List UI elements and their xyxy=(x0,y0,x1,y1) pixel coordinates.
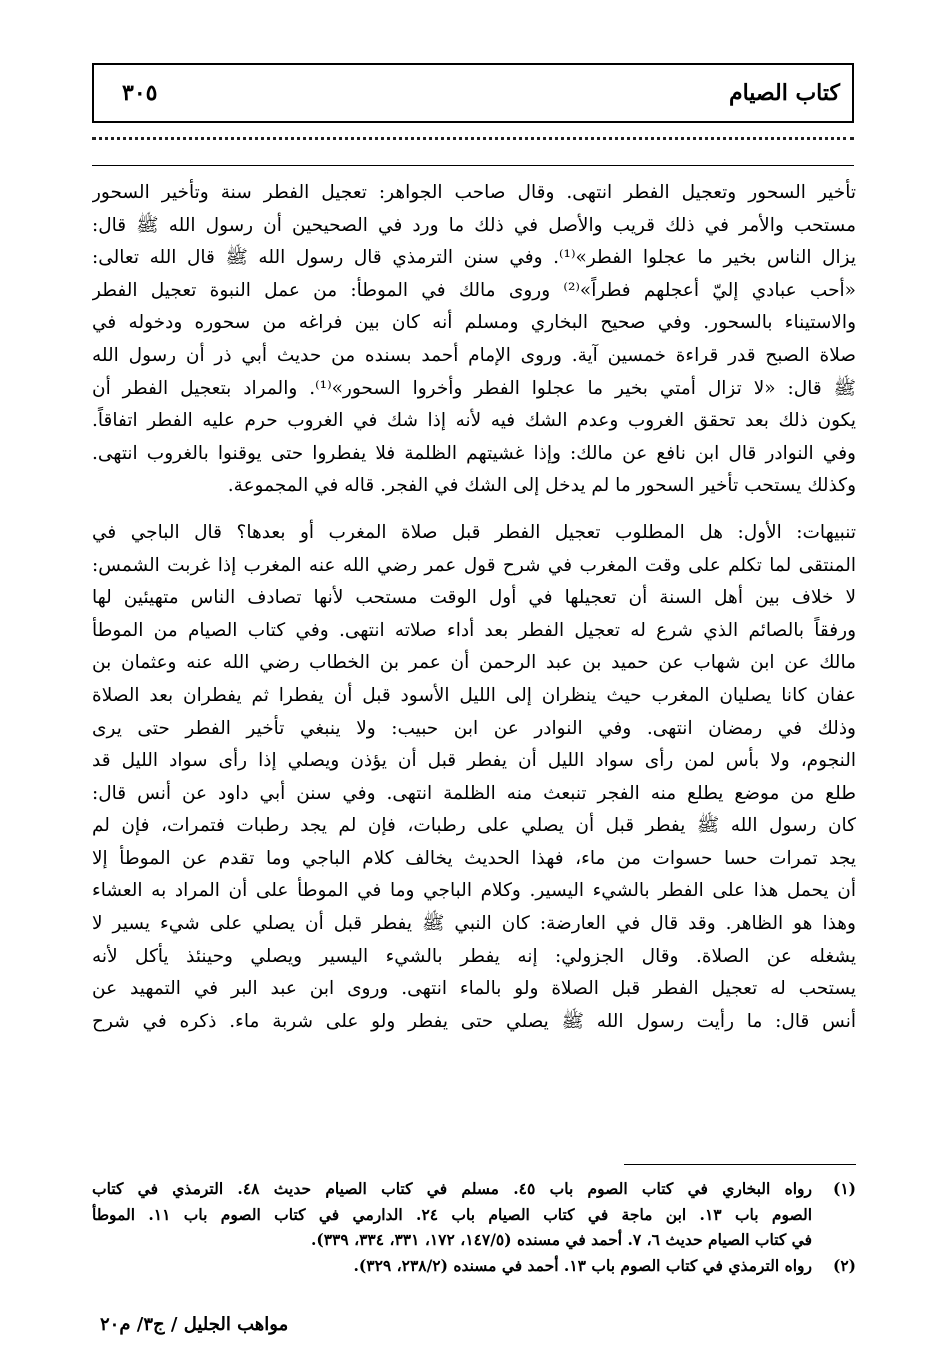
signature-mark: مواهب الجليل / ج٣/ م٢٠ xyxy=(100,1314,289,1335)
footnote-rule xyxy=(624,1164,856,1165)
footnote-line: رواه الترمذي في كتاب الصوم باب ١٣. أحمد في مسنده (٢٣٨/٢، ٣٢٩). xyxy=(353,1255,812,1275)
text-line: مالك عن ابن شهاب عن حميد بن عبد الرحمن أن عمر بن الخطاب رضي الله عنه وعثمان بن xyxy=(92,652,856,674)
text-line: لا خلاف بين أهل السنة أن تعجيلها في أول الوقت مستحب لأنها تصادف الناس متهيئين لها xyxy=(92,587,856,609)
text-line: وهذا هو الظاهر. وقد قال في العارضة: كان النبي ﷺ يفطر قبل أن يصلي على شيء يسير لا xyxy=(92,913,856,935)
footnote-line: في كتاب الصيام حديث ٦، ٧. أحمد في مسنده (١٤٧/٥، ١٧٢، ٣٣١، ٣٣٤، ٣٣٩). xyxy=(310,1230,812,1249)
text-line: النجوم، ولا بأس لمن رأى سواد الليل أن يفطر قبل أن يؤذن ويصلي إذا رأى سواد الليل قد xyxy=(92,750,856,772)
text-line: يشغله عن الصلاة. وقال الجزولي: إنه يفطر بالشيء اليسير ويصلي وحينئذ يأكل لأنه xyxy=(92,945,856,967)
footnote-line: رواه البخاري في كتاب الصوم باب ٤٥. مسلم في كتاب الصيام حديث ٤٨. الترمذي في كتاب xyxy=(92,1179,812,1198)
text-line: مستحب والأمر في ذلك قريب والأصل في ذلك ما ورد في الصحيحين أن رسول الله ﷺ قال: xyxy=(92,214,856,236)
paragraph-gap xyxy=(92,503,856,517)
text-line: عفان كانا يصليان المغرب حيث ينظران إلى الليل الأسود قبل أن يفطرا ثم يفطران بعد الصلاة xyxy=(92,684,856,706)
chapter-title: كتاب الصيام xyxy=(728,80,840,106)
text-line: والاستيناء بالسحور. وفي صحيح البخاري ومسلم أنه كان بين فراغه من سحوره ودخوله في xyxy=(92,312,856,334)
text-line: تنبيهات: الأول: هل المطلوب تعجيل الفطر قبل صلاة المغرب أو بعدها؟ قال الباجي في xyxy=(92,521,856,543)
running-header xyxy=(92,63,854,123)
text-line: يزال الناس بخير ما عجلوا الفطر»⁽¹⁾. وفي سنن الترمذي قال رسول الله ﷺ قال الله تعالى: xyxy=(92,247,856,269)
text-line: أنس قال: ما رأيت رسول الله ﷺ يصلي حتى يفطر ولو على شربة ماء. ذكره في شرح xyxy=(92,1010,856,1032)
text-line: ﷺ قال: «لا تزال أمتي بخير ما عجلوا الفطر وأخروا السحور»⁽¹⁾. والمراد بتعجيل الفطر أن xyxy=(92,377,856,399)
text-line: المنتقى لما تكلم على وقت المغرب في شرح قول عمر رضي الله عنه المغرب إذا غربت الشمس: xyxy=(92,554,856,576)
text-line: طلع من موضع يطلع منه الفجر تنبعث منه الظلمة انتهى. وفي سنن أبي داود عن أنس قال: xyxy=(92,782,856,804)
text-line: كان رسول الله ﷺ يفطر قبل أن يصلي على رطبات، فإن لم يجد رطبات فتمرات، فإن لم xyxy=(92,815,856,837)
text-line: يجد تمرات حسا حسوات من ماء، فهذا الحديث يخالف كلام الباجي وما تقدم عن الموطأ إلا xyxy=(92,847,856,869)
page-number: ٣٠٥ xyxy=(122,80,158,106)
footnote-2 xyxy=(92,1253,856,1279)
text-line: أن يحمل هذا على الفطر بالشيء اليسير. وكلام الباجي وما في الموطأ على أن المراد به العشاء xyxy=(92,880,856,902)
text-line: يستحب له تعجيل الفطر قبل الصلاة ولو بالماء انتهى. وروى ابن عبد البر في التمهيد عن xyxy=(92,978,856,1000)
text-line: وفي النوادر قال ابن نافع عن مالك: وإذا غشيتهم الظلمة فلا يفطروا حتى يوقنوا بالغروب انتهى. xyxy=(92,442,856,464)
footnote-1 xyxy=(92,1176,856,1253)
text-line: صلاة الصبح قدر قراءة خمسين آية. وروى الإمام أحمد بسنده من حديث أبي ذر أن رسول الله xyxy=(92,344,856,366)
text-line: «أحب عبادي إليّ أعجلهم فطراً»⁽²⁾ وروى مالك في الموطأ: من عمل النبوة تعجيل الفطر xyxy=(92,279,856,301)
text-line: يكون ذلك بعد تحقق الغروب وعدم الشك فيه لأنه إذا شك في الغروب حرم عليه الفطر اتفاقاً. xyxy=(92,410,856,432)
footnotes xyxy=(92,1176,856,1278)
text-line: تأخير السحور وتعجيل الفطر انتهى. وقال صاحب الجواهر: تعجيل الفطر سنة وتأخير السحور xyxy=(92,182,856,203)
footnote-line: الصوم باب ١٣. ابن ماجة في كتاب الصيام باب ٢٤. الدارمي في كتاب الصوم باب ١١. الموطأ xyxy=(92,1204,812,1224)
header-rule xyxy=(92,165,854,166)
text-line: وكذلك يستحب تأخير السحور ما لم يدخل إلى الشك في الفجر. قاله في المجموعة. xyxy=(227,475,856,497)
footnote-number: (٢) xyxy=(832,1255,856,1275)
text-line: ورفقاً بالصائم الذي شرع له تعجيل الفطر بعد أداء صلاته انتهى. وفي كتاب الصيام من الموطأ xyxy=(92,619,856,641)
text-line: وذلك في رمضان انتهى. وفي النوادر عن ابن حبيب: ولا ينبغي تأخير الفطر حتى يرى xyxy=(92,717,856,739)
dotted-separator xyxy=(92,137,854,143)
footnote-number: (١) xyxy=(832,1179,856,1198)
main-text xyxy=(92,177,856,1038)
